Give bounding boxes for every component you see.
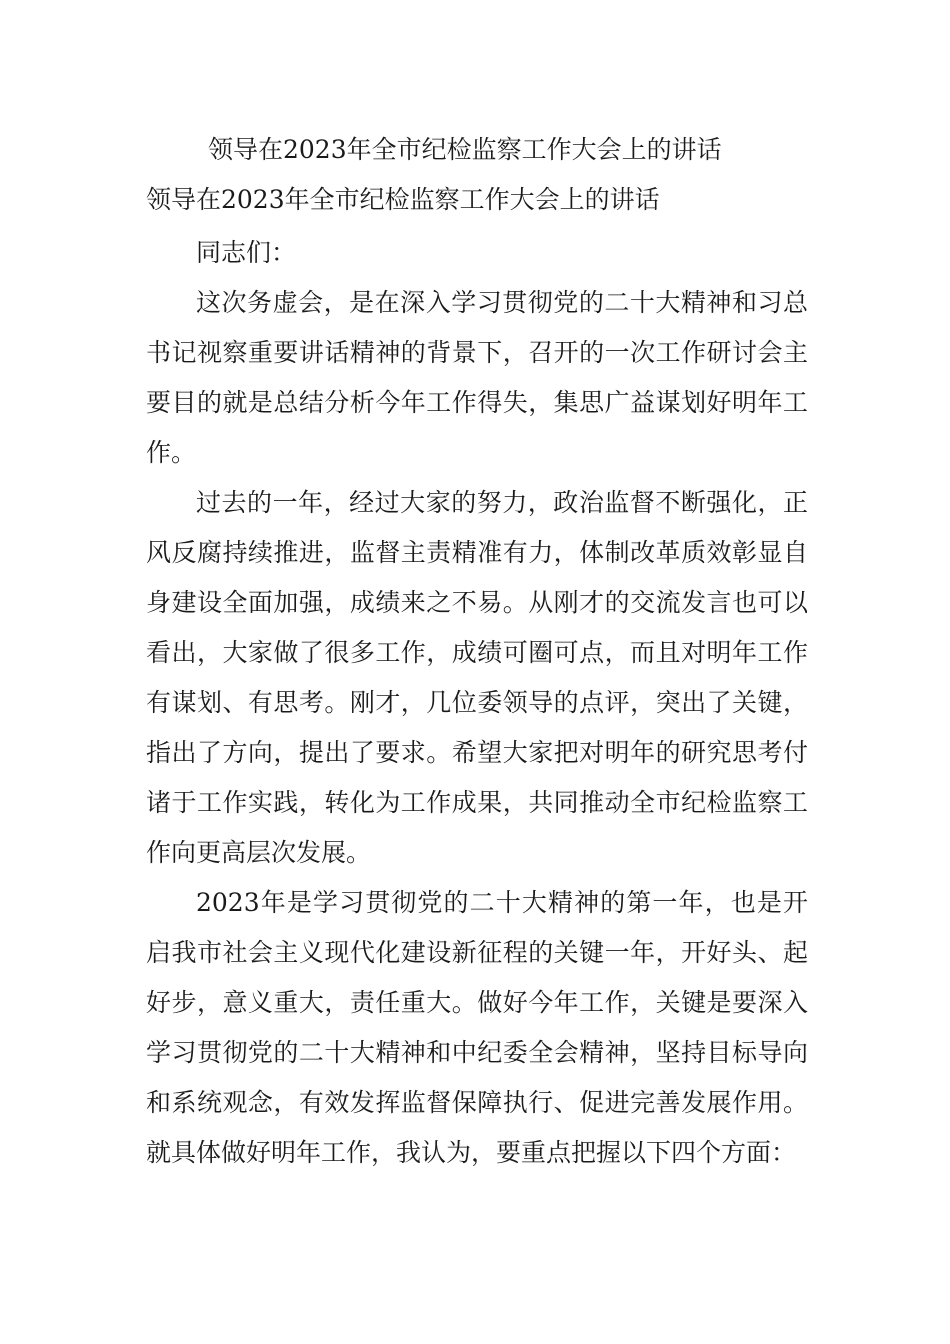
paragraph-meeting-purpose: 这次务虚会，是在深入学习贯彻党的二十大精神和习总书记视察重要讲话精神的背景下，召开的一次工作研讨会主要目的就是总结分析今年工作得失，集思广益谋划好明年工作。 — [146, 288, 808, 467]
document-subtitle: 领导在2023年全市纪检监察工作大会上的讲话 — [146, 185, 660, 214]
paragraph-salutation: 同志们： — [196, 238, 297, 267]
paragraph-past-year-review: 过去的一年，经过大家的努力，政治监督不断强化，正风反腐持续推进，监督主责精准有力，体制改革质效彰显自身建设全面加强，成绩来之不易。从刚才的交流发言也可以看出，大家做了很多工作，成绩可圈可点，而且对明年工作有谋划、有思考。刚才，几位委领导的点评，突出了关键，指出了方向，提出了要求。希望大家把对明年的研究思考付诸于工作实践，转化为工作成果，共同推动全市纪检监察工作向更高层次发展。 — [146, 488, 808, 867]
paragraph-2023-outlook: 2023年是学习贯彻党的二十大精神的第一年，也是开启我市社会主义现代化建设新征程的关键一年，开好头、起好步，意义重大，责任重大。做好今年工作，关键是要深入学习贯彻党的二十大精神和中纪委全会精神，坚持目标导向和系统观念，有效发挥监督保障执行、促进完善发展作用。就具体做好明年工作，我认为，要重点把握以下四个方面： — [146, 888, 808, 1167]
document-body — [146, 228, 808, 1178]
document-title: 领导在2023年全市纪检监察工作大会上的讲话 — [208, 135, 722, 164]
